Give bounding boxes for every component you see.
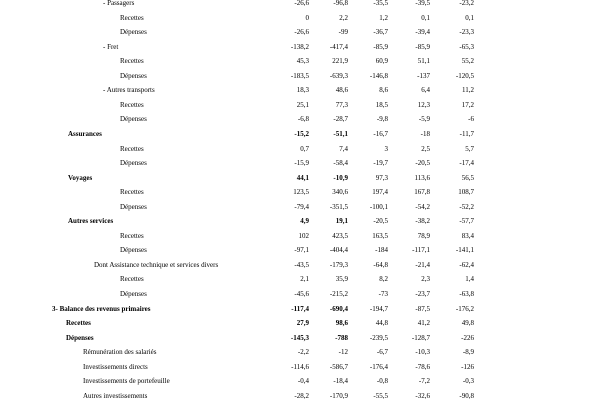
cell-value: 6,4: [421, 86, 430, 95]
table-row: [0, 229, 600, 243]
cell-value: -18: [420, 129, 430, 138]
cell-value: 0: [305, 13, 309, 22]
cell-value: -26,6: [294, 28, 309, 37]
cell-value: -64,8: [373, 260, 388, 269]
cell-value: 45,3: [296, 57, 309, 66]
cell-value: -16,7: [373, 129, 388, 138]
table-row: [0, 112, 600, 126]
cell-value: 25,1: [296, 100, 309, 109]
cell-value: -128,7: [411, 333, 430, 342]
cell-value: -183,5: [290, 71, 309, 80]
cell-value: -5,9: [418, 115, 430, 124]
table-row: [0, 360, 600, 374]
cell-value: 44,1: [296, 173, 309, 182]
cell-value: -215,2: [329, 290, 348, 298]
table-row: [0, 83, 600, 97]
cell-value: 0,7: [300, 144, 309, 153]
cell-value: 98,6: [335, 319, 348, 328]
cell-value: -9,8: [376, 115, 388, 124]
row-label: Dépenses: [120, 290, 147, 298]
cell-value: 221,9: [332, 57, 348, 66]
cell-value: -6,8: [297, 115, 309, 124]
cell-value: -55,5: [373, 391, 388, 400]
cell-value: -96,8: [333, 0, 348, 7]
cell-value: 51,1: [417, 57, 430, 66]
cell-value: -788: [335, 333, 348, 342]
cell-value: 2,5: [421, 144, 430, 153]
cell-value: -54,2: [415, 202, 430, 211]
row-label: Investissements directs: [83, 362, 148, 371]
row-label: Dépenses: [120, 115, 147, 124]
table-row: [0, 0, 600, 10]
row-label: Dépenses: [120, 28, 147, 37]
cell-value: 2,2: [339, 13, 348, 22]
table-row: [0, 200, 600, 214]
cell-value: -15,9: [294, 159, 309, 168]
cell-value: -126: [461, 362, 474, 371]
cell-value: -73: [378, 290, 388, 298]
row-label: Recettes: [120, 275, 144, 284]
cell-value: -62,4: [459, 260, 474, 269]
cell-value: -21,4: [415, 260, 430, 269]
cell-value: -0,4: [297, 377, 309, 386]
cell-value: -6,7: [376, 348, 388, 357]
cell-value: 48,6: [335, 86, 348, 95]
table-row: [0, 127, 600, 141]
cell-value: 423,5: [332, 231, 348, 240]
cell-value: -137: [417, 71, 430, 80]
cell-value: 77,3: [335, 100, 348, 109]
row-label: Recettes: [66, 319, 91, 328]
cell-value: -97,1: [294, 246, 309, 255]
table-row: [0, 374, 600, 388]
row-label: Recettes: [120, 13, 144, 22]
cell-value: -351,5: [329, 202, 348, 211]
cell-value: 55,2: [461, 57, 474, 66]
row-label: Investissements de portefeuille: [83, 377, 170, 386]
cell-value: -20,5: [415, 159, 430, 168]
cell-value: 108,7: [458, 188, 474, 197]
cell-value: 27,9: [296, 319, 309, 328]
row-label: - Passagers: [103, 0, 135, 7]
cell-value: 8,6: [379, 86, 388, 95]
cell-value: 113,6: [414, 173, 430, 182]
table-row: [0, 316, 600, 330]
table-row: [0, 258, 600, 272]
cell-value: -99: [338, 28, 348, 37]
cell-value: 60,9: [375, 57, 388, 66]
cell-value: -146,8: [369, 71, 388, 80]
cell-value: -176,4: [369, 362, 388, 371]
cell-value: -87,5: [415, 304, 430, 313]
cell-value: -12: [338, 348, 348, 357]
row-label: - Fret: [103, 42, 119, 51]
cell-value: -141,1: [455, 246, 474, 255]
row-label: Dépenses: [66, 333, 94, 342]
cell-value: -28,2: [294, 391, 309, 400]
cell-value: -39,5: [415, 0, 430, 7]
row-label: Autres services: [68, 217, 114, 226]
cell-value: -45,6: [294, 290, 309, 298]
row-label: Dépenses: [120, 71, 147, 80]
cell-value: -36,7: [373, 28, 388, 37]
cell-value: -117,1: [412, 246, 430, 255]
row-label: Recettes: [120, 188, 144, 197]
cell-value: 0,1: [465, 13, 474, 22]
row-label: 3- Balance des revenus primaires: [52, 304, 151, 313]
cell-value: 123,5: [293, 188, 309, 197]
cell-value: 2,1: [300, 275, 309, 284]
cell-value: 78,9: [417, 231, 430, 240]
cell-value: 1,2: [379, 13, 388, 22]
table-row: [0, 54, 600, 68]
row-label: Autres investissements: [83, 391, 148, 400]
table-row: [0, 69, 600, 83]
row-label: Assurances: [68, 129, 102, 138]
cell-value: -6: [468, 115, 474, 124]
cell-value: 2,3: [421, 275, 430, 284]
cell-value: -39,4: [415, 28, 430, 37]
cell-value: -65,3: [459, 42, 474, 51]
cell-value: -417,4: [329, 42, 348, 51]
cell-value: -19,7: [373, 159, 388, 168]
cell-value: -32,6: [415, 391, 430, 400]
cell-value: -239,5: [369, 333, 388, 342]
cell-value: 41,2: [417, 319, 430, 328]
cell-value: -11,7: [459, 129, 474, 138]
cell-value: -63,8: [459, 290, 474, 298]
row-label: Dépenses: [120, 159, 147, 168]
cell-value: -10,9: [333, 173, 348, 182]
cell-value: 19,1: [335, 217, 348, 226]
table-row: [0, 25, 600, 39]
cell-value: -10,3: [415, 348, 430, 357]
cell-value: 35,9: [335, 275, 348, 284]
row-label: Recettes: [120, 231, 144, 240]
cell-value: -43,5: [294, 260, 309, 269]
cell-value: -0,8: [376, 377, 388, 386]
cell-value: 56,5: [461, 173, 474, 182]
cell-value: -58,4: [333, 159, 348, 168]
cell-value: 18,5: [375, 100, 388, 109]
table-row: [0, 40, 600, 54]
row-label: Dépenses: [120, 246, 147, 255]
cell-value: 44,8: [375, 319, 388, 328]
cell-value: -7,2: [418, 377, 430, 386]
cell-value: -176,2: [455, 304, 474, 313]
cell-value: -28,7: [333, 115, 348, 124]
cell-value: 49,8: [461, 319, 474, 328]
cell-value: -690,4: [329, 304, 348, 313]
cell-value: -20,5: [373, 217, 388, 226]
cell-value: 11,2: [462, 86, 474, 95]
table-row: [0, 98, 600, 112]
cell-value: -145,3: [290, 333, 309, 342]
cell-value: 83,4: [461, 231, 474, 240]
cell-value: 1,4: [465, 275, 474, 284]
cell-value: 7,4: [339, 144, 348, 153]
cell-value: 4,9: [300, 217, 309, 226]
cell-value: -2,2: [297, 348, 309, 357]
cell-value: 0,1: [421, 13, 430, 22]
cell-value: -78,6: [415, 362, 430, 371]
row-label: Recettes: [120, 100, 144, 109]
cell-value: -18,4: [333, 377, 348, 386]
cell-value: 197,4: [372, 188, 388, 197]
cell-value: -23,7: [415, 290, 430, 298]
cell-value: -226: [461, 333, 474, 342]
cell-value: 163,5: [372, 231, 388, 240]
cell-value: -85,9: [415, 42, 430, 51]
cell-value: -23,3: [459, 28, 474, 37]
cell-value: -0,3: [462, 377, 474, 386]
row-label: - Autres transports: [103, 86, 155, 95]
cell-value: 3: [384, 144, 388, 153]
table-row: [0, 302, 600, 316]
table-row: [0, 156, 600, 170]
cell-value: 8,2: [379, 275, 388, 284]
table-row: [0, 11, 600, 25]
table-row: [0, 142, 600, 156]
row-label: Recettes: [120, 57, 144, 66]
cell-value: 17,2: [461, 100, 474, 109]
cell-value: -120,5: [455, 71, 474, 80]
cell-value: -179,3: [329, 260, 348, 269]
table-row: [0, 214, 600, 228]
cell-value: -79,4: [294, 202, 309, 211]
table-row: [0, 287, 600, 301]
row-label: Rémunération des salariés: [83, 348, 157, 357]
cell-value: -38,2: [415, 217, 430, 226]
cell-value: -52,2: [459, 202, 474, 211]
cell-value: -26,6: [294, 0, 309, 7]
cell-value: 12,3: [417, 100, 430, 109]
row-label: Recettes: [120, 144, 144, 153]
row-label: Dont Assistance technique et services divers: [94, 260, 219, 269]
cell-value: 5,7: [465, 144, 474, 153]
cell-value: 167,8: [414, 188, 430, 197]
cell-value: -35,5: [373, 0, 388, 7]
row-label: Voyages: [68, 173, 93, 182]
cell-value: 102: [298, 231, 309, 240]
cell-value: -8,9: [462, 348, 474, 357]
cell-value: -57,7: [459, 217, 474, 226]
cell-value: -404,4: [329, 246, 348, 255]
cell-value: 340,6: [332, 188, 348, 197]
table-row: [0, 185, 600, 199]
cell-value: -194,7: [369, 304, 388, 313]
table-row: [0, 243, 600, 257]
cell-value: -117,4: [291, 304, 309, 313]
cell-value: -639,3: [329, 71, 348, 80]
row-label: Dépenses: [120, 202, 147, 211]
table-row: [0, 331, 600, 345]
cell-value: -170,9: [329, 391, 348, 400]
cell-value: -586,7: [329, 362, 348, 371]
cell-value: -90,8: [459, 391, 474, 400]
cell-value: -51,1: [333, 129, 348, 138]
cell-value: -114,6: [291, 362, 309, 371]
cell-value: -17,4: [459, 159, 474, 168]
cell-value: -138,2: [290, 42, 309, 51]
table-row: [0, 389, 600, 403]
table-row: [0, 345, 600, 359]
cell-value: -184: [375, 246, 388, 255]
cell-value: -100,1: [369, 202, 388, 211]
table-row: [0, 272, 600, 286]
cell-value: -15,2: [294, 129, 309, 138]
cell-value: -23,2: [459, 0, 474, 7]
cell-value: 97,3: [375, 173, 388, 182]
table-row: [0, 171, 600, 185]
cell-value: 18,3: [296, 86, 309, 95]
cell-value: -85,9: [373, 42, 388, 51]
